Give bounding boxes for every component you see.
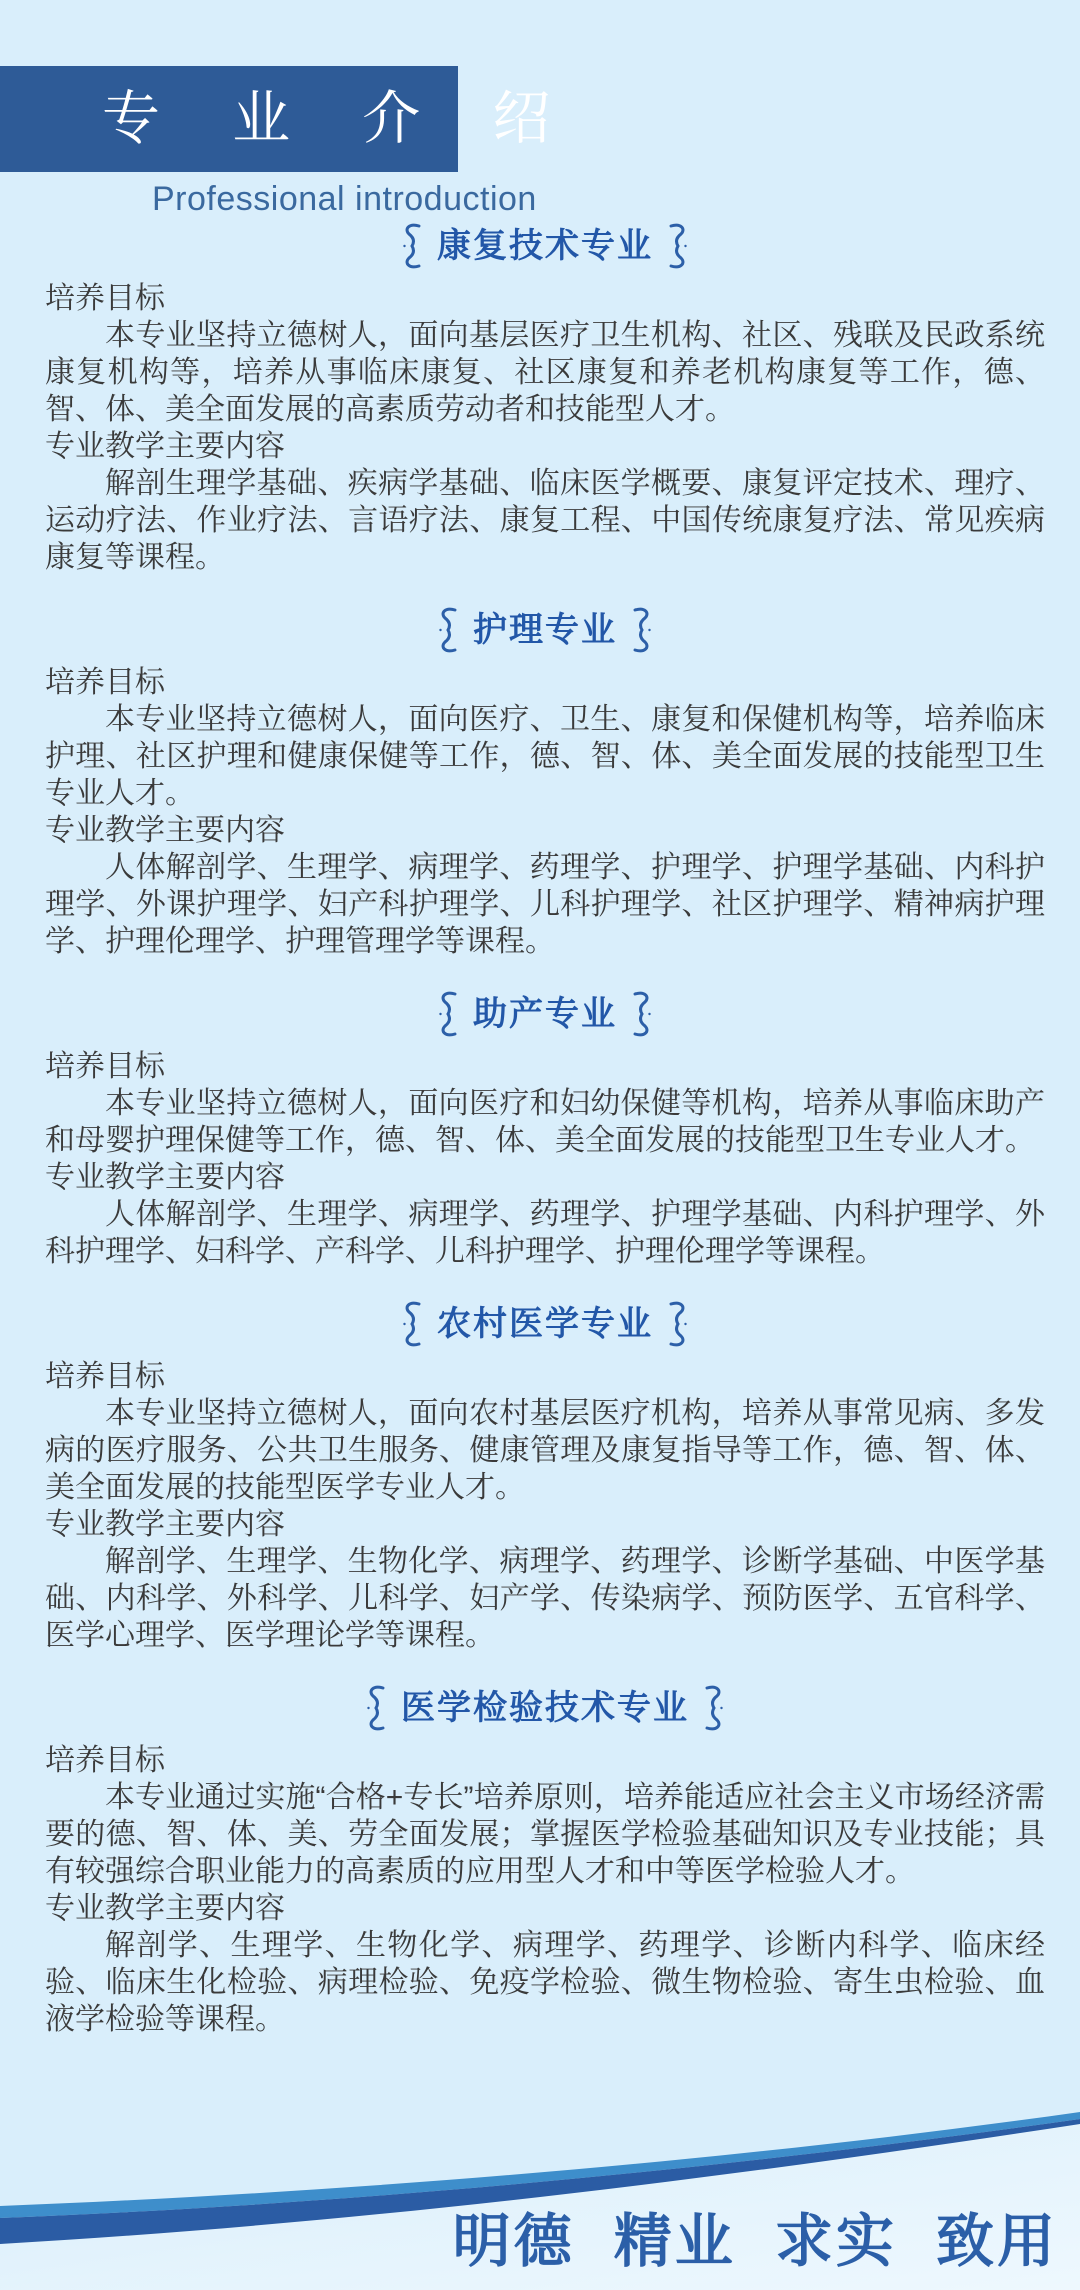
content-label: 专业教学主要内容 <box>45 814 285 847</box>
flourish-left-icon <box>365 1684 387 1732</box>
objective-text: 本专业坚持立德树人，面向基层医疗卫生机构、社区、残联及民政系统康复机构等，培养从事临床康复、社区康复和养老机构康复等工作，德、智、体、美全面发展的高素质劳动者和技能型人才。 <box>45 319 1045 426</box>
section-title-row <box>45 1300 1045 1348</box>
school-motto: 明德 精业 求实 致用 <box>452 2209 1058 2274</box>
section-midwifery <box>45 990 1045 1270</box>
section-title: 康复技术专业 <box>437 227 653 265</box>
flourish-left-icon <box>401 1300 423 1348</box>
section-title-row <box>45 606 1045 654</box>
section-title-row <box>45 1684 1045 1732</box>
content-label: 专业教学主要内容 <box>45 430 285 463</box>
objective-text: 本专业坚持立德树人，面向农村基层医疗机构，培养从事常见病、多发病的医疗服务、公共卫生服务、健康管理及康复指导等工作，德、智、体、美全面发展的技能型医学专业人才。 <box>45 1397 1045 1504</box>
sections-container <box>45 222 1045 2038</box>
section-rural-medicine <box>45 1300 1045 1654</box>
section-title: 助产专业 <box>473 995 617 1033</box>
objective-text: 本专业坚持立德树人，面向医疗和妇幼保健等机构，培养从事临床助产和母婴护理保健等工作，德、智、体、美全面发展的技能型卫生专业人才。 <box>45 1087 1045 1157</box>
flourish-right-icon <box>631 606 653 654</box>
content-label: 专业教学主要内容 <box>45 1161 285 1194</box>
section-title: 护理专业 <box>473 611 617 649</box>
section-title: 医学检验技术专业 <box>401 1689 689 1727</box>
objective-label: 培养目标 <box>45 666 165 699</box>
content-text: 人体解剖学、生理学、病理学、药理学、护理学、护理学基础、内科护理学、外课护理学、妇产科护理学、儿科护理学、社区护理学、精神病护理学、护理伦理学、护理管理学等课程。 <box>45 851 1045 958</box>
objective-label: 培养目标 <box>45 1050 165 1083</box>
content-label: 专业教学主要内容 <box>45 1892 285 1925</box>
flourish-right-icon <box>703 1684 725 1732</box>
page-title-banner <box>0 66 579 172</box>
objective-text: 本专业通过实施“合格+专长”培养原则，培养能适应社会主义市场经济需要的德、智、体、美、劳全面发展；掌握医学检验基础知识及专业技能；具有较强综合职业能力的高素质的应用型人才和中等医学检验人才。 <box>45 1781 1045 1888</box>
section-title-row <box>45 222 1045 270</box>
content-text: 解剖生理学基础、疾病学基础、临床医学概要、康复评定技术、理疗、运动疗法、作业疗法、言语疗法、康复工程、中国传统康复疗法、常见疾病康复等课程。 <box>45 467 1045 574</box>
flourish-left-icon <box>437 606 459 654</box>
section-title-row <box>45 990 1045 1038</box>
content-label: 专业教学主要内容 <box>45 1508 285 1541</box>
content-text: 解剖学、生理学、生物化学、病理学、药理学、诊断学基础、中医学基础、内科学、外科学、儿科学、妇产学、传染病学、预防医学、五官科学、医学心理学、医学理论学等课程。 <box>45 1545 1045 1652</box>
section-nursing <box>45 606 1045 960</box>
objective-text: 本专业坚持立德树人，面向医疗、卫生、康复和保健机构等，培养临床护理、社区护理和健康保健等工作，德、智、体、美全面发展的技能型卫生专业人才。 <box>45 703 1045 810</box>
flourish-left-icon <box>437 990 459 1038</box>
section-rehabilitation-technology <box>45 222 1045 576</box>
section-medical-laboratory-technology <box>45 1684 1045 2038</box>
flourish-right-icon <box>667 222 689 270</box>
objective-label: 培养目标 <box>45 282 165 315</box>
flourish-right-icon <box>631 990 653 1038</box>
content-text: 解剖学、生理学、生物化学、病理学、药理学、诊断内科学、临床经验、临床生化检验、病理检验、免疫学检验、微生物检验、寄生虫检验、血液学检验等课程。 <box>45 1929 1045 2036</box>
objective-label: 培养目标 <box>45 1744 165 1777</box>
flourish-left-icon <box>401 222 423 270</box>
flourish-right-icon <box>667 1300 689 1348</box>
objective-label: 培养目标 <box>45 1360 165 1393</box>
section-title: 农村医学专业 <box>437 1305 653 1343</box>
page-title: 专 业 介 绍 <box>102 86 579 151</box>
page-subtitle: Professional introduction <box>152 180 537 218</box>
content-text: 人体解剖学、生理学、病理学、药理学、护理学基础、内科护理学、外科护理学、妇科学、产科学、儿科护理学、护理伦理学等课程。 <box>45 1198 1045 1268</box>
